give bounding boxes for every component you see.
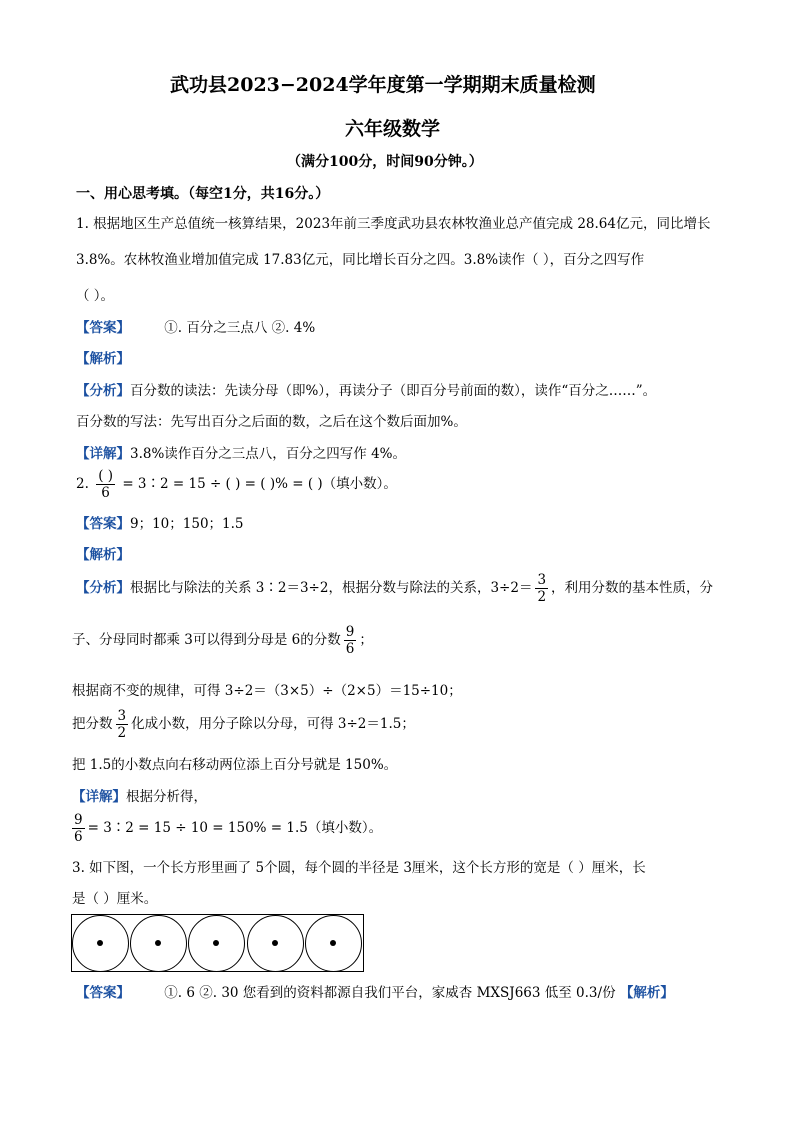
detail-tag: 【详解】 <box>72 789 126 805</box>
q1-line1: 1. 根据地区生产总值统一核算结果，2023年前三季度武功县农林牧渔业总产值完成 28.64亿元，同比增长 <box>76 216 711 232</box>
fraction-9-6 <box>72 812 85 845</box>
fraction-denominator: 6 <box>74 829 83 845</box>
q2-analysis-1b: ，利用分数的基本性质，分 <box>551 580 714 596</box>
q2-rest: = 3∶2 = 15 ÷ ( ) = ( )% = ( )（填小数）。 <box>122 476 397 492</box>
analysis-tag: 【分析】 <box>76 580 130 596</box>
page-subtitle: 六年级数学 <box>345 118 441 140</box>
fraction-denominator: 2 <box>117 725 127 741</box>
q2-fraction-denominator: 6 <box>101 485 110 501</box>
q2-number: 2. <box>76 476 89 492</box>
fraction-numerator: 3 <box>537 572 547 588</box>
q2-answer-row <box>76 516 244 532</box>
q2-analysis-row1 <box>76 572 713 605</box>
q2-detail-row <box>72 789 207 805</box>
q2-analysis-4a: 把分数 <box>72 716 113 732</box>
q1-line3: （ ）。 <box>76 288 115 304</box>
center-dot-1 <box>97 940 103 946</box>
q1-answer-row <box>76 320 315 336</box>
q2-analysis-3: 根据商不变的规律，可得 3÷2＝（3×5）÷（2×5）＝15÷10； <box>72 683 462 699</box>
q2-fraction-numerator: ( ) <box>98 468 114 484</box>
fraction-3-2 <box>535 572 548 605</box>
q1-analysis-2: 百分数的写法：先写出百分之后面的数，之后在这个数后面加%。 <box>76 414 467 430</box>
q2-answer: 9；10；150；1.5 <box>130 516 244 532</box>
q2-analysis-1a: 根据比与除法的关系 3∶2＝3÷2，根据分数与除法的关系，3÷2＝ <box>130 580 533 596</box>
q2-question <box>76 468 397 501</box>
section-heading: 一、用心思考填。（每空1分，共16分。） <box>76 186 330 202</box>
analysis-heading: 【解析】 <box>76 547 130 563</box>
center-dot-3 <box>213 940 219 946</box>
answer-tag: 【答案】 <box>76 320 130 336</box>
analysis-tag: 【分析】 <box>76 383 130 399</box>
q1-analysis-row <box>76 383 656 399</box>
q3-line2: 是（ ）厘米。 <box>72 891 158 907</box>
q3-line1: 3. 如下图，一个长方形里画了 5个圆，每个圆的半径是 3厘米，这个长方形的宽是（ ）厘米，长 <box>72 860 646 876</box>
q2-detail: 根据分析得， <box>126 789 207 805</box>
q2-fraction <box>96 468 115 501</box>
fraction-3-2 <box>116 708 129 741</box>
page-title: 武功县2023−2024学年度第一学期期末质量检测 <box>170 74 596 96</box>
q1-analysis-1: 百分数的读法：先读分母（即%），再读分子（即百分号前面的数），读作“百分之……”。 <box>130 383 657 399</box>
fraction-numerator: 3 <box>117 708 127 724</box>
q1-line2: 3.8%。农林牧渔业增加值完成 17.83亿元，同比增长百分之四。3.8%读作（ ），百分之四写作 <box>76 252 645 268</box>
center-dot-5 <box>330 940 336 946</box>
fraction-denominator: 6 <box>345 641 355 657</box>
q2-analysis-2-end: ； <box>359 632 373 648</box>
exam-note: （满分100分，时间90分钟。） <box>287 154 483 170</box>
detail-tag: 【详解】 <box>76 446 130 462</box>
q2-analysis-row2 <box>72 624 373 657</box>
q3-answer-row <box>76 985 674 1001</box>
q2-analysis-4b: 化成小数，用分子除以分母，可得 3÷2＝1.5； <box>131 716 415 732</box>
fraction-numerator: 9 <box>345 624 355 640</box>
q2-detail-eq: = 3∶2 = 15 ÷ 10 = 150% = 1.5（填小数）。 <box>87 820 383 836</box>
answer-tag: 【答案】 <box>76 985 130 1001</box>
q2-analysis-row4 <box>72 708 415 741</box>
analysis-heading: 【解析】 <box>76 351 130 367</box>
answer-tag: 【答案】 <box>76 516 130 532</box>
q2-analysis-5: 把 1.5的小数点向右移动两位添上百分号就是 150%。 <box>72 757 398 773</box>
center-dot-4 <box>272 940 278 946</box>
center-dot-2 <box>155 940 161 946</box>
fraction-numerator: 9 <box>74 812 83 828</box>
analysis-tag-inline: 【解析】 <box>619 985 674 1001</box>
q3-answer: ①. 6 ②. 30 您看到的资料都源自我们平台，家威杏 MXSJ663 低至 0.3/份 <box>164 985 616 1001</box>
q1-detail: 3.8%读作百分之三点八，百分之四写作 4%。 <box>130 446 407 462</box>
fraction-9-6 <box>344 624 357 657</box>
q1-answer: ①. 百分之三点八 ②. 4% <box>164 320 316 336</box>
q1-detail-row <box>76 446 406 462</box>
q2-analysis-2: 子、分母同时都乘 3可以得到分母是 6的分数 <box>72 632 341 648</box>
q2-detail-equation <box>72 812 382 845</box>
fraction-denominator: 2 <box>537 589 547 605</box>
